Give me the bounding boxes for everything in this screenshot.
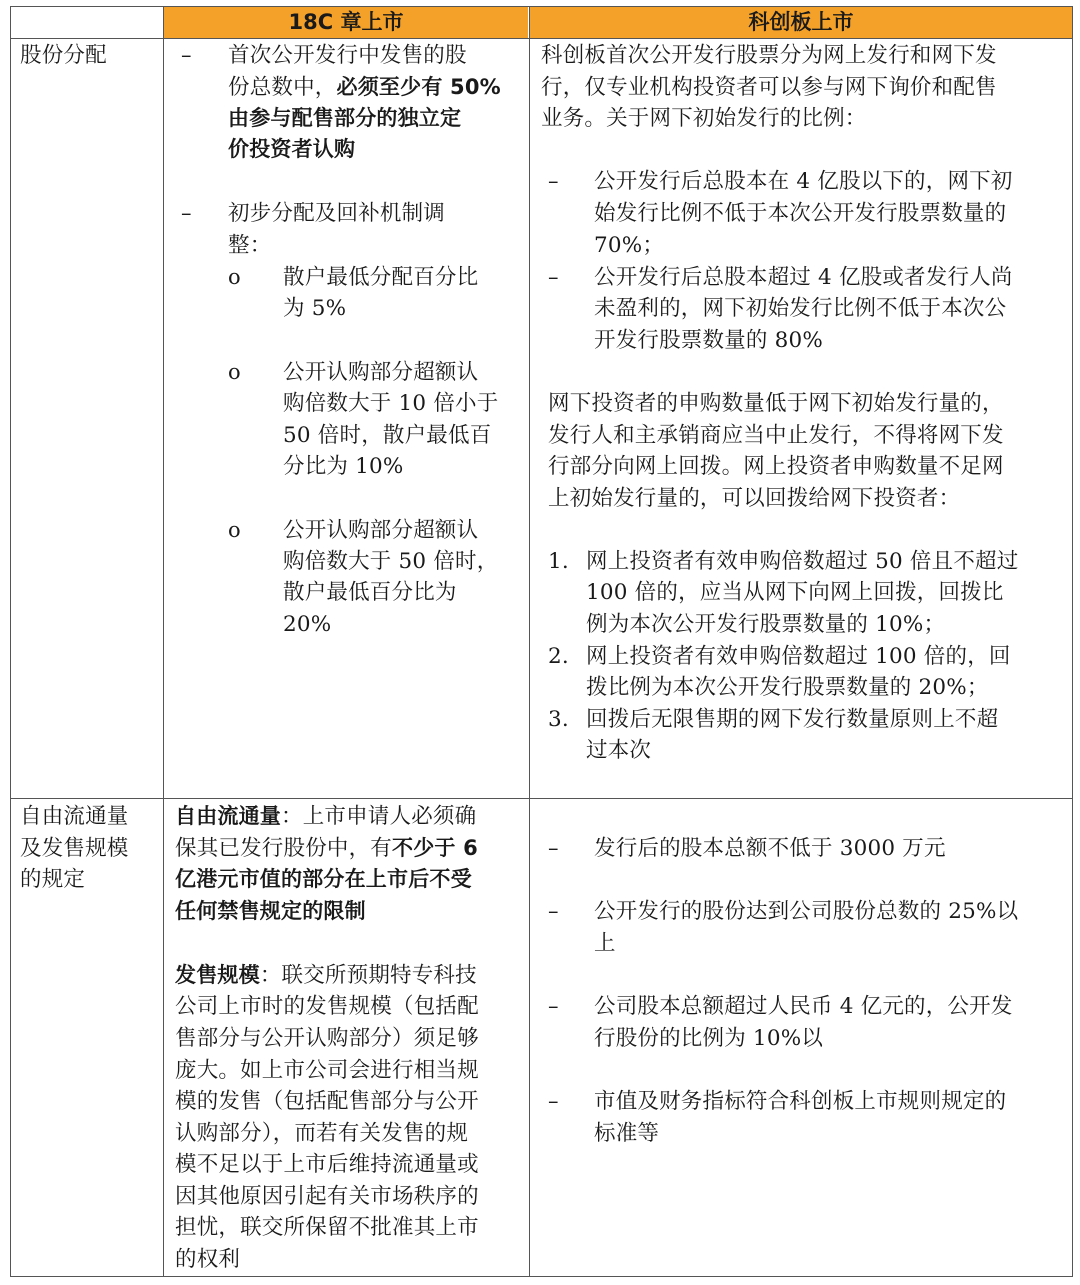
text-line [175,801,476,833]
text-line: 购倍数大于 50 倍时， [283,549,499,574]
text-line: 回拨后无限售期的网下发行数量原则上不超 [586,707,999,732]
text-line: 网下投资者的申购数量低于网下初始发行量的， [548,391,1004,416]
text-line: 开发行股票数量的 80% [594,328,824,353]
table-border-top [10,6,1073,7]
bold-text: 必须至少有 50% [336,75,501,99]
sub-bullet-circle: o [228,518,241,542]
bullet-dash: – [548,169,559,193]
text-line: 公开认购部分超额认 [283,360,479,385]
text-line: 行，仅专业机构投资者可以参与网下询价和配售 [541,75,997,100]
text-line: 模不足以于上市后维持流通量或 [175,1152,479,1177]
text-line: 50 倍时，散户最低百 [283,423,492,448]
text-line: 公开认购部分超额认 [283,518,479,543]
text-line [175,833,478,865]
text-line: 标准等 [594,1121,660,1146]
text-line: 担忧，联交所保留不批准其上市 [175,1215,479,1240]
text-span: 份总数中， [228,75,337,100]
list-number: 3. [548,707,569,732]
table-border-bottom [10,1276,1073,1277]
table-border-left [10,6,11,1277]
text-line: 网上投资者有效申购倍数超过 100 倍的，回 [586,644,1011,669]
row-label-free-float: 自由流通量 [20,804,129,829]
text-line: 整： [228,233,272,258]
sub-bullet-circle: o [228,265,241,289]
header-star-market-title: 科创板上市 [748,10,854,34]
text-line: 行股份的比例为 10%以 [594,1026,824,1051]
text-line: 公开发行的股份达到公司股份总数的 25%以 [594,899,1019,924]
row-label-free-float: 及发售规模 [20,836,129,861]
table-divider-1 [163,6,164,1277]
bold-text-line: 由参与配售部分的独立定 [228,106,462,130]
bullet-dash: – [548,836,559,860]
text-line: 未盈利的，网下初始发行比例不低于本次公 [594,296,1007,321]
bold-text: 自由流通量 [175,804,281,828]
text-line: 始发行比例不低于本次公开发行股票数量的 [594,201,1007,226]
text-line: 售部分与公开认购部分）须足够 [175,1026,479,1051]
text-line: 20% [283,612,332,637]
text-line: 市值及财务指标符合科创板上市规则规定的 [594,1089,1007,1114]
text-line: 发行人和主承销商应当中止发行，不得将网下发 [548,423,1004,448]
text-line: 公开发行后总股本超过 4 亿股或者发行人尚 [594,265,1013,290]
table-divider-2 [529,6,530,1277]
bold-text-line: 亿港元市值的部分在上市后不受 [175,867,472,891]
table-border-right [1072,6,1073,1277]
text-line: 模的发售（包括配售部分与公开 [175,1089,479,1114]
bullet-dash: – [548,265,559,289]
text-line: 首次公开发行中发售的股 [228,43,467,68]
text-line: 散户最低分配百分比 [283,265,479,290]
row-label-free-float: 的规定 [20,867,86,892]
text-line: 网上投资者有效申购倍数超过 50 倍且不超过 [586,549,1019,574]
bold-text-line: 价投资者认购 [228,137,356,161]
text-line: 分比为 10% [283,454,404,479]
text-line: 初步分配及回补机制调 [228,201,446,226]
bullet-dash: – [548,899,559,923]
table-border-row1 [10,798,1073,799]
text-line: 例为本次公开发行股票数量的 10%； [586,612,946,637]
bold-text: 发售规模 [175,963,260,987]
text-line: 行部分向网上回拨。网上投资者申购数量不足网 [548,454,1004,479]
row-label-share-allocation: 股份分配 [20,43,107,68]
text-line: 庞大。如上市公司会进行相当规 [175,1058,479,1083]
text-span: ：上市申请人必须确 [281,804,477,829]
text-line: 发行后的股本总额不低于 3000 万元 [594,836,946,861]
bold-text: 不少于 6 [392,836,478,860]
list-number: 2. [548,644,569,669]
table-border-header [10,38,1073,39]
text-line: 认购部分），而若有关发售的规 [175,1121,469,1146]
text-line: 公司股本总额超过人民币 4 亿元的，公开发 [594,994,1013,1019]
text-line: 购倍数大于 10 倍小于 [283,391,499,416]
text-span: ：联交所预期特专科技 [259,963,477,988]
bullet-dash: – [548,994,559,1018]
bold-text-line: 任何禁售规定的限制 [175,899,366,923]
text-line: 70%； [594,233,665,258]
sub-bullet-circle: o [228,360,241,384]
text-line: 的权利 [175,1247,241,1272]
bullet-dash: – [181,43,192,67]
bullet-dash: – [181,201,192,225]
text-line: 过本次 [586,738,652,763]
text-line: 科创板首次公开发行股票分为网上发行和网下发 [541,43,997,68]
text-line: 100 倍的，应当从网下向网上回拨，回拨比 [586,580,1004,605]
text-line: 公开发行后总股本在 4 亿股以下的，网下初 [594,169,1013,194]
text-line: 为 5% [283,296,347,321]
header-18c-title: 18C 章上市 [288,10,404,34]
text-line: 上 [594,931,616,956]
text-line: 公司上市时的发售规模（包括配 [175,994,479,1019]
text-line: 上初始发行量的，可以回拨给网下投资者： [548,486,961,511]
text-line: 业务。关于网下初始发行的比例： [541,106,867,131]
text-line: 散户最低百分比为 [283,580,457,605]
text-line [228,72,501,104]
list-number: 1. [548,549,569,574]
text-line: 拨比例为本次公开发行股票数量的 20%； [586,675,989,700]
bullet-dash: – [548,1089,559,1113]
text-line: 因其他原因引起有关市场秩序的 [175,1184,479,1209]
text-line [175,960,477,992]
text-span: 保其已发行股份中，有 [175,836,393,861]
